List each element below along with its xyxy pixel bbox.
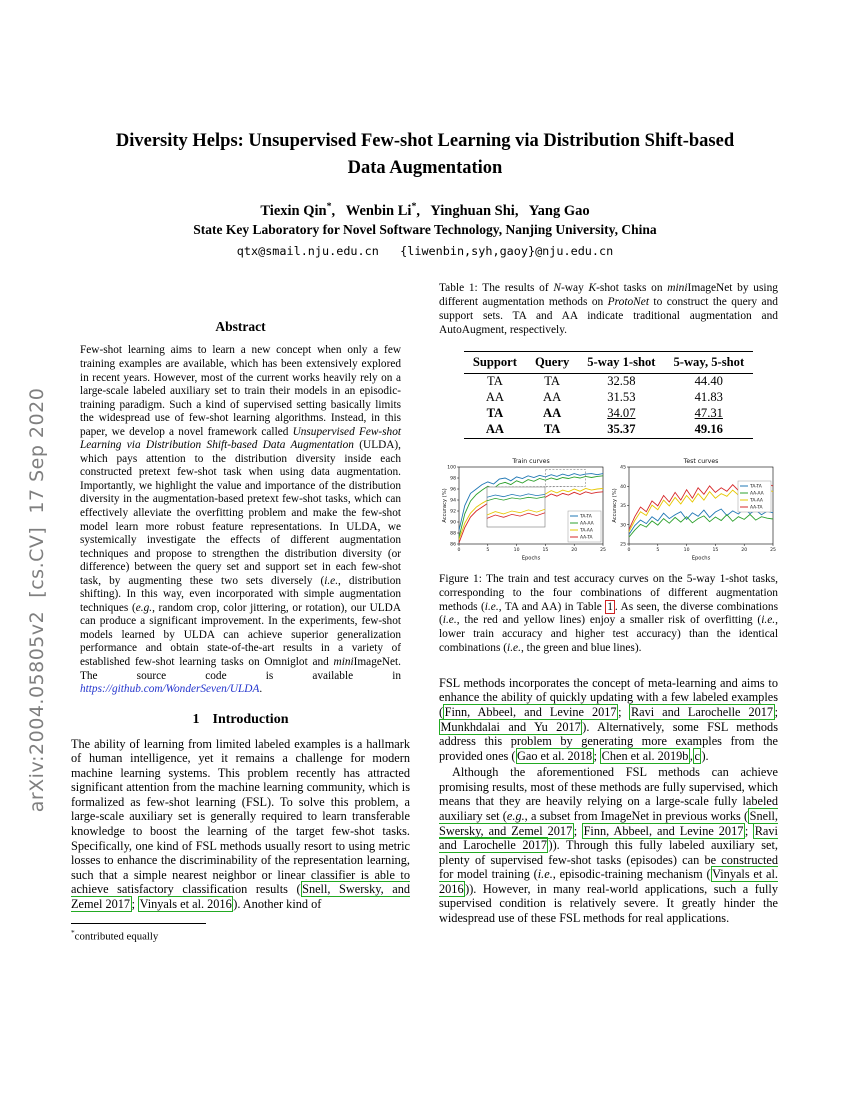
right-column [439, 282, 778, 943]
text-run: i.e. [324, 574, 339, 587]
svg-text:100: 100 [447, 465, 456, 471]
table-row [464, 390, 753, 406]
arxiv-watermark: arXiv:2004.05805v2 [cs.CV] 17 Sep 2020 [26, 387, 48, 813]
text-run: Table 1: The results of [439, 282, 554, 295]
abstract-text [71, 344, 410, 696]
svg-text:AA-AA: AA-AA [750, 491, 764, 497]
zoom-inset [487, 487, 545, 527]
text-run: ). Alternatively, some FSL methods address this problem by generating more examples from the provided ones ( [439, 719, 778, 763]
text-run: ; [744, 823, 754, 838]
svg-text:15: 15 [712, 547, 719, 553]
fsl-methods-paragraph [439, 676, 778, 763]
text-run: to construct the query and support sets. TA and AA indicate traditional augmentation and AutoAugment, respectively. [439, 296, 778, 336]
text-run: FSL methods incorporates the concept of meta-learning and aims to enhance the ability of quickly updating with a few labeled examples ( [439, 675, 778, 720]
text-run: , a subset from ImageNet in previous works ( [524, 808, 749, 823]
text-run: ImageNet by using different augmentation methods on [439, 282, 778, 309]
text-run: ; [774, 705, 778, 720]
title-line-1: Diversity Helps: Unsupervised Few-shot Learning via Distribution Shift-based [115, 131, 735, 151]
section-1-heading [71, 712, 410, 728]
text-run: e.g. [506, 808, 525, 823]
table-cell: 41.83 [694, 390, 723, 405]
y-axis-label: Accuracy (%) [612, 488, 618, 523]
text-run: , the green and blue lines). [520, 642, 642, 655]
text-run: )). Through this fully labeled auxiliary set, plenty of supervised few-shot tasks (episodes) can be constructed for model training ( [439, 838, 778, 882]
text-run: , Wenbin Li [331, 202, 412, 219]
svg-text:0: 0 [627, 547, 631, 553]
text-run: ; [131, 896, 139, 911]
table-cell: 44.40 [694, 374, 723, 389]
column-header: 5-way 1-shot [587, 354, 656, 369]
text-run: * [71, 928, 75, 938]
text-run: i.e. [537, 867, 553, 882]
chart-title: Test curves [683, 457, 719, 465]
text-run: ; [618, 705, 630, 720]
text-run: ImageNet. The source code is available in [80, 656, 401, 682]
text-run: ; [593, 748, 601, 763]
text-run: (ULDA), which pays attention to the distribution diversity inside each constructed pretext few-shot task when using data augmentation. Importantly, we highlight the value and importance of the distribution diversity in the augmentation-based pretext few-shot tasks, which can effectively alleviate the overfitting problem and make the few-shot model learn more robust feature representations. In ULDA, we systemically investigate the effects of different augmentation techniques and propose to strengthen the distribution diversity (or difference) between the query set and support set in each few-shot task, by augmenting these two sets diversely ( [80, 439, 401, 587]
chart-title: Train curves [512, 457, 550, 465]
text-run: ). Another kind of [233, 896, 322, 911]
svg-text:15: 15 [542, 547, 549, 553]
x-axis-label: Epochs [521, 555, 541, 561]
abstract-heading: Abstract [215, 319, 266, 335]
figure-1-caption [439, 573, 778, 656]
text-run: Figure 1: The train and test accuracy curves on the 5-way 1-shot tasks, corresponding to the four combinations of different augmentation methods ( [439, 572, 778, 613]
train-curves-chart [440, 455, 607, 561]
svg-text:25: 25 [770, 547, 776, 553]
paper-title [0, 128, 850, 182]
table-cell: AA [485, 422, 505, 437]
table-ref-link[interactable]: 1 [607, 600, 613, 613]
footnote-text [71, 928, 410, 943]
figure-1 [439, 455, 778, 561]
svg-text:35: 35 [620, 503, 626, 509]
citation-link[interactable]: Vinyals et al. 2016 [139, 896, 232, 911]
text-run: i.e. [484, 600, 499, 613]
table-cell: AA [485, 390, 505, 405]
text-run: , distribution shifting). In this way, even incorporated with simple augmentation techniques ( [80, 574, 401, 614]
x-axis-label: Epochs [691, 555, 711, 561]
table-cell: TA [487, 374, 503, 389]
text-run: ; [573, 823, 583, 838]
svg-text:40: 40 [620, 484, 626, 490]
text-run: , random crop, color jittering, or rotation), our ULDA can produce a significant improvement. In the experiments, few-shot models learned by ULDA can achieve superior generalization performance and obtain state-of-the-art results in a variety of established few-shot learning tasks on Omniglot and [80, 601, 401, 669]
section-title: Introduction [212, 711, 289, 727]
intro-paragraph [71, 737, 410, 912]
table-row [464, 422, 753, 439]
citation-link[interactable]: Finn, Abbeel, and Levine 2017 [583, 823, 744, 838]
citation-link[interactable]: Chen et al. 2019b [601, 748, 689, 763]
text-run: N [553, 282, 561, 295]
svg-text:5: 5 [486, 547, 490, 553]
citation-link[interactable]: Finn, Abbeel, and Levine 2017 [444, 705, 617, 720]
svg-text:5: 5 [656, 547, 660, 553]
table-cell: 32.58 [607, 374, 636, 389]
test-curves-chart [610, 455, 777, 561]
svg-text:90: 90 [450, 520, 456, 526]
text-run: , lower train accuracy and higher test accuracy) than the identical combinations ( [439, 614, 778, 655]
table-cell: 47.31 [694, 406, 723, 421]
citation-link[interactable]: Snell, Swersky, and Zemel 2017 [439, 808, 778, 838]
section-number: 1 [192, 711, 200, 727]
column-header: Support [472, 354, 517, 369]
svg-text:25: 25 [620, 542, 626, 548]
table-row [464, 373, 753, 390]
svg-text:0: 0 [457, 547, 461, 553]
authors-line [0, 201, 850, 220]
svg-text:30: 30 [620, 523, 626, 529]
svg-text:TA-TA: TA-TA [750, 484, 762, 490]
table-cell: AA [543, 406, 562, 421]
text-run: The ability of learning from limited labeled examples is a hallmark of human intelligence, yet it remains a challenge for modern machine learning systems. This problem recently has attracted significant attention from the machine learning community, which is formalized as few-shot learning (FSL). To solve this problem, a large-scale auxiliary set is generally required to learn transferable knowledge to boost the learning of the target few-shot tasks. Specifically, one kind of FSL methods usually resort to using metric losses to enhance the discriminability of the representation learning, such that a simple nearest neighbor or linear classifier is able to achieve satisfactory classification results ( [71, 736, 410, 897]
text-run: mini [333, 656, 354, 669]
although-paragraph [439, 765, 778, 925]
y-axis-label: Accuracy (%) [442, 488, 448, 523]
table-cell: 35.37 [607, 422, 636, 437]
column-header: 5-way, 5-shot [673, 354, 745, 369]
text-run: e.g. [135, 601, 153, 614]
table-cell: 31.53 [607, 390, 636, 405]
text-run: , TA and AA) in Table [498, 600, 606, 613]
text-run: , [689, 748, 693, 763]
svg-text:TA-AA: TA-AA [580, 528, 593, 534]
paper-header [0, 0, 850, 258]
text-run: * [411, 200, 417, 212]
citation-link[interactable]: Munkhdalai and Yu 2017 [440, 719, 581, 734]
svg-text:94: 94 [450, 498, 456, 504]
svg-text:45: 45 [620, 465, 626, 471]
svg-text:92: 92 [450, 509, 456, 515]
svg-text:20: 20 [571, 547, 578, 553]
text-run: -shot tasks on [596, 282, 668, 295]
table-cell: TA [543, 422, 561, 437]
table-cell: 49.16 [694, 422, 723, 437]
text-run: , episodic-training mechanism ( [552, 867, 711, 882]
svg-text:86: 86 [450, 542, 456, 548]
table-1-caption [439, 282, 778, 337]
footnote-rule [71, 923, 206, 924]
svg-text:88: 88 [450, 531, 456, 537]
results-table-body [464, 373, 753, 438]
results-table [464, 351, 753, 439]
text-run: Few-shot learning aims to learn a new concept when only a few training examples are available, which has been extensively explored in recent years. However, most of the current works heavily rely on a large-scale labeled auxiliary set to train their models in an episodic-training paradigm. Such a kind of supervised setting basically limits the widespread use of few-shot learning algorithms. Instead, in this paper, we develop a novel framework called [80, 344, 401, 438]
svg-text:TA-AA: TA-AA [750, 498, 763, 504]
results-table-head [464, 351, 753, 373]
svg-text:TA-TA: TA-TA [580, 514, 592, 520]
svg-text:25: 25 [600, 547, 606, 553]
text-run: i.e. [507, 642, 521, 655]
text-run: mini [667, 282, 688, 295]
svg-text:20: 20 [741, 547, 748, 553]
table-cell: 34.07 [607, 406, 636, 421]
text-run: Although the aforementioned FSL methods can achieve promising results, most of these methods are fully supervised, which means that they are heavily relying on a large-scale fully labeled auxiliary set ( [439, 765, 778, 823]
left-column [71, 282, 410, 943]
table-row [464, 406, 753, 422]
table-cell: TA [486, 406, 504, 421]
text-run: Unsupervised Few-shot Learning via Distribution Shift-based Data Augmentation [80, 425, 401, 452]
column-header: Query [534, 354, 570, 369]
svg-text:96: 96 [450, 487, 456, 493]
table-cell: AA [543, 390, 562, 405]
text-run: , the red and yellow lines) enjoy a smaller risk of overfitting ( [456, 614, 762, 627]
text-run: -way [561, 282, 589, 295]
citation-link[interactable]: Ravi and Larochelle 2017 [630, 705, 774, 720]
title-line-2: Data Augmentation [347, 157, 503, 178]
svg-text:AA-TA: AA-TA [750, 505, 763, 511]
text-run: ProtoNet [607, 296, 649, 309]
test-curves-svg [610, 455, 777, 561]
text-run: . [259, 683, 263, 696]
text-run: i.e. [442, 614, 457, 627]
svg-text:10: 10 [513, 547, 520, 553]
text-run: )). However, in many real-world applications, such a fully supervised condition is relatively severe. It greatly hinder the widespread use of these FSL methods for real applications. [439, 881, 778, 925]
text-run: ). [701, 748, 709, 763]
citation-link[interactable]: Ravi and Larochelle 2017 [439, 823, 778, 853]
svg-text:98: 98 [450, 476, 456, 482]
citation-link[interactable]: Snell, Swersky, and Zemel 2017 [71, 882, 410, 911]
citation-link[interactable]: c [694, 748, 700, 763]
svg-text:AA-TA: AA-TA [580, 535, 593, 541]
citation-link[interactable]: Gao et al. 2018 [517, 748, 593, 763]
text-run: i.e. [761, 614, 776, 627]
citation-link[interactable]: Vinyals et al. 2016 [439, 867, 778, 896]
emails-line: qtx@smail.nju.edu.cn {liwenbin,syh,gaoy}@nju.edu.cn [236, 244, 614, 259]
svg-text:10: 10 [683, 547, 690, 553]
text-run: Tiexin Qin [260, 202, 327, 219]
two-column-body [71, 282, 779, 943]
train-curves-svg [440, 455, 607, 561]
text-run: . As seen, the diverse combinations ( [439, 600, 779, 627]
text-run: K [588, 282, 597, 295]
header-row [464, 351, 753, 373]
affiliation-line: State Key Laboratory for Novel Software Technology, Nanjing University, China [193, 222, 657, 238]
github-link[interactable]: https://github.com/WonderSeven/ULDA [80, 683, 260, 696]
text-run: contributed equally [74, 931, 159, 944]
table-cell: TA [544, 374, 560, 389]
text-run: , Yinghuan Shi, Yang Gao [416, 202, 590, 219]
svg-text:AA-AA: AA-AA [580, 521, 594, 527]
text-run: * [326, 200, 332, 212]
